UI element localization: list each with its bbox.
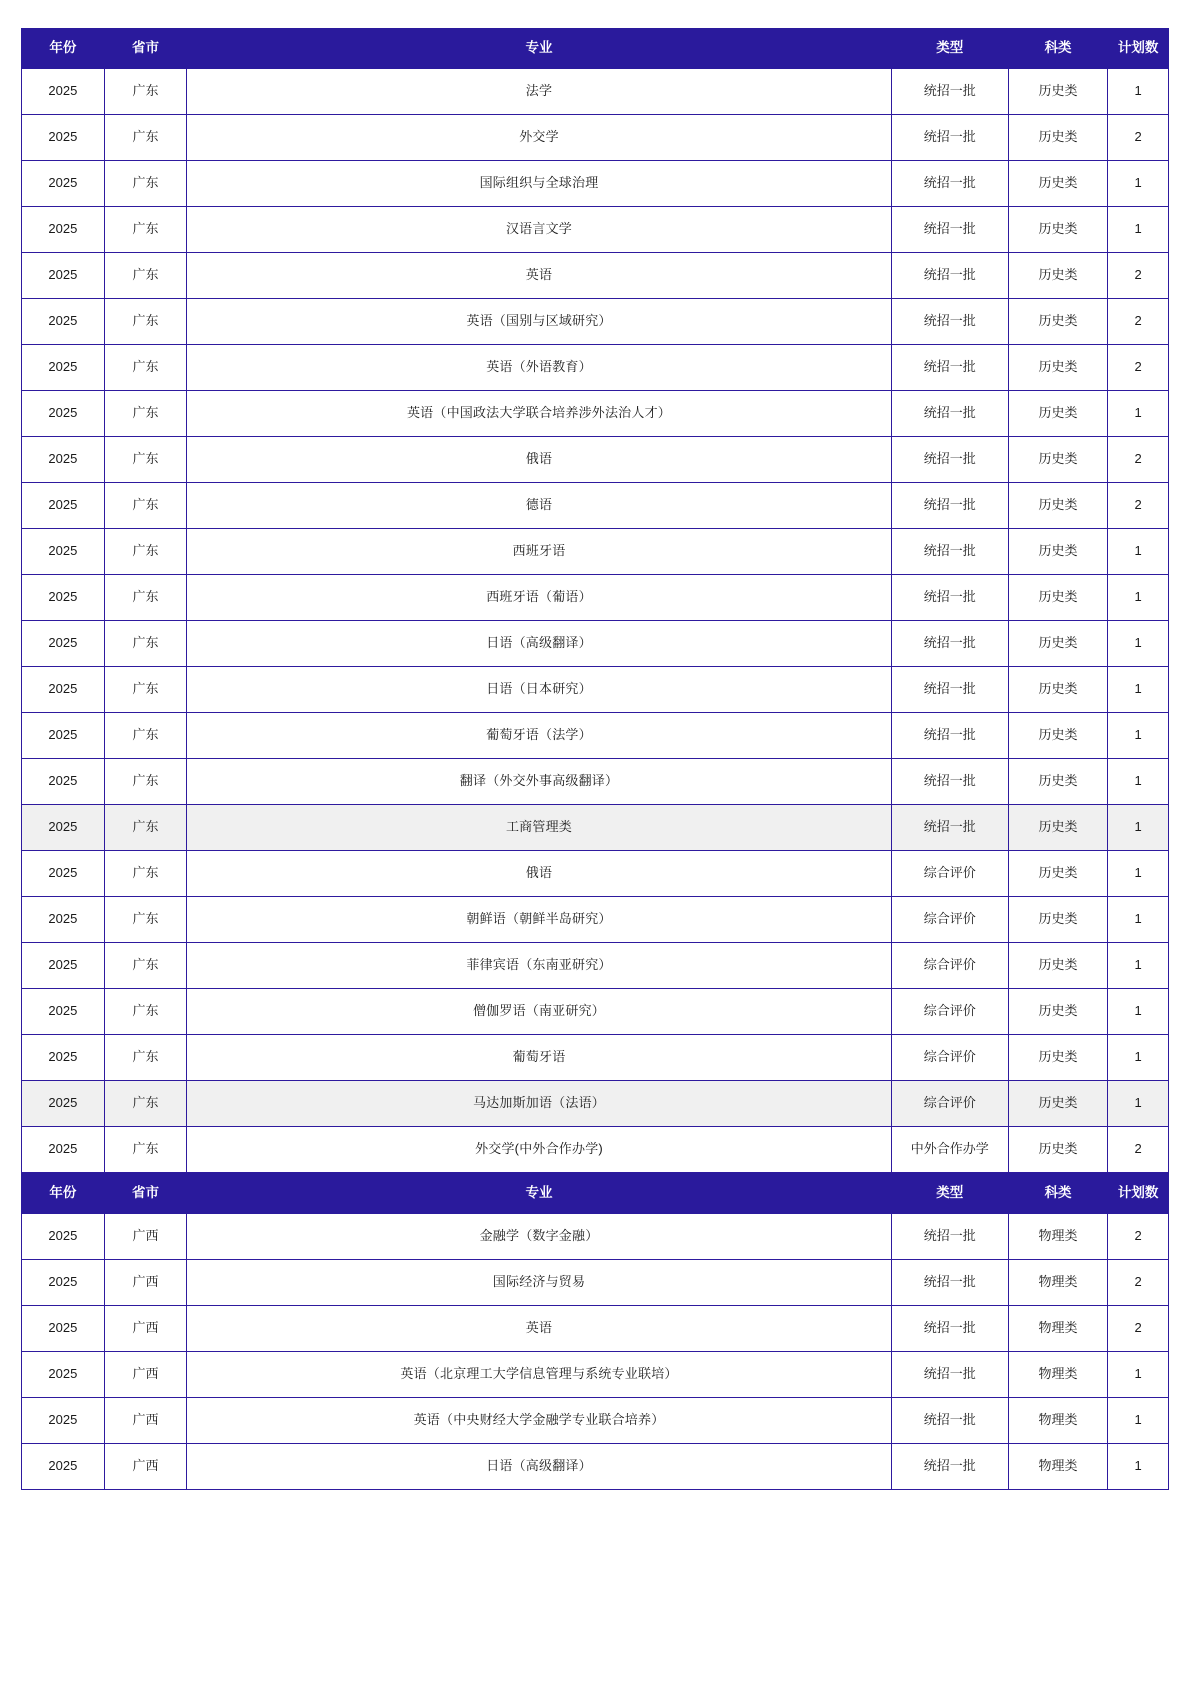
- cell-count: 2: [1108, 253, 1169, 299]
- cell-type: 综合评价: [891, 943, 1008, 989]
- cell-province: 广东: [104, 483, 187, 529]
- cell-type: 统招一批: [891, 1260, 1008, 1306]
- cell-subject: 历史类: [1008, 1035, 1107, 1081]
- cell-count: 2: [1108, 345, 1169, 391]
- table-row: [22, 943, 1169, 989]
- cell-count: 1: [1108, 1352, 1169, 1398]
- table-row: [22, 437, 1169, 483]
- cell-subject: 物理类: [1008, 1260, 1107, 1306]
- cell-subject: 历史类: [1008, 299, 1107, 345]
- cell-province: 广东: [104, 345, 187, 391]
- cell-count: 1: [1108, 621, 1169, 667]
- cell-type: 统招一批: [891, 161, 1008, 207]
- cell-subject: 历史类: [1008, 253, 1107, 299]
- cell-subject: 历史类: [1008, 69, 1107, 115]
- cell-province: 广西: [104, 1306, 187, 1352]
- cell-major: 英语（北京理工大学信息管理与系统专业联培）: [187, 1352, 891, 1398]
- cell-year: 2025: [22, 759, 105, 805]
- cell-subject: 历史类: [1008, 437, 1107, 483]
- table-row: [22, 299, 1169, 345]
- table-row: [22, 253, 1169, 299]
- cell-major: 金融学（数字金融）: [187, 1214, 891, 1260]
- cell-type: 统招一批: [891, 575, 1008, 621]
- column-header-year: 年份: [22, 29, 105, 69]
- cell-type: 中外合作办学: [891, 1127, 1008, 1173]
- table-row: [22, 897, 1169, 943]
- cell-count: 1: [1108, 1398, 1169, 1444]
- cell-count: 2: [1108, 483, 1169, 529]
- cell-year: 2025: [22, 943, 105, 989]
- cell-type: 统招一批: [891, 345, 1008, 391]
- table-header-guangdong: [22, 29, 1169, 69]
- cell-subject: 物理类: [1008, 1444, 1107, 1490]
- cell-province: 广东: [104, 851, 187, 897]
- cell-count: 1: [1108, 1035, 1169, 1081]
- table-row: [22, 1081, 1169, 1127]
- cell-major: 德语: [187, 483, 891, 529]
- cell-year: 2025: [22, 115, 105, 161]
- table-row: [22, 989, 1169, 1035]
- cell-type: 统招一批: [891, 1306, 1008, 1352]
- cell-major: 日语（高级翻译）: [187, 621, 891, 667]
- cell-subject: 历史类: [1008, 621, 1107, 667]
- cell-major: 俄语: [187, 437, 891, 483]
- cell-major: 翻译（外交外事高级翻译）: [187, 759, 891, 805]
- cell-major: 工商管理类: [187, 805, 891, 851]
- cell-count: 1: [1108, 667, 1169, 713]
- cell-year: 2025: [22, 345, 105, 391]
- cell-subject: 历史类: [1008, 759, 1107, 805]
- cell-type: 统招一批: [891, 759, 1008, 805]
- cell-province: 广东: [104, 253, 187, 299]
- cell-count: 1: [1108, 713, 1169, 759]
- cell-province: 广西: [104, 1398, 187, 1444]
- cell-year: 2025: [22, 1035, 105, 1081]
- cell-province: 广东: [104, 437, 187, 483]
- cell-subject: 历史类: [1008, 161, 1107, 207]
- table-row: [22, 1444, 1169, 1490]
- cell-major: 日语（日本研究）: [187, 667, 891, 713]
- table-row: [22, 1127, 1169, 1173]
- cell-province: 广东: [104, 69, 187, 115]
- cell-type: 统招一批: [891, 1444, 1008, 1490]
- cell-province: 广西: [104, 1260, 187, 1306]
- cell-subject: 历史类: [1008, 1081, 1107, 1127]
- table-row: [22, 759, 1169, 805]
- cell-year: 2025: [22, 1081, 105, 1127]
- cell-province: 广东: [104, 207, 187, 253]
- cell-province: 广东: [104, 621, 187, 667]
- cell-year: 2025: [22, 851, 105, 897]
- cell-year: 2025: [22, 575, 105, 621]
- cell-province: 广东: [104, 115, 187, 161]
- column-header-type: 类型: [891, 1174, 1008, 1214]
- cell-type: 综合评价: [891, 1081, 1008, 1127]
- cell-year: 2025: [22, 667, 105, 713]
- cell-year: 2025: [22, 253, 105, 299]
- cell-year: 2025: [22, 69, 105, 115]
- table-row: [22, 851, 1169, 897]
- cell-major: 日语（高级翻译）: [187, 1444, 891, 1490]
- cell-count: 1: [1108, 1444, 1169, 1490]
- table-row: [22, 1214, 1169, 1260]
- cell-subject: 物理类: [1008, 1214, 1107, 1260]
- cell-count: 2: [1108, 1306, 1169, 1352]
- cell-subject: 历史类: [1008, 1127, 1107, 1173]
- column-header-subject: 科类: [1008, 29, 1107, 69]
- cell-province: 广东: [104, 1081, 187, 1127]
- cell-count: 2: [1108, 437, 1169, 483]
- cell-subject: 历史类: [1008, 805, 1107, 851]
- column-header-year: 年份: [22, 1174, 105, 1214]
- cell-type: 统招一批: [891, 437, 1008, 483]
- cell-year: 2025: [22, 529, 105, 575]
- cell-province: 广东: [104, 1127, 187, 1173]
- table-row: [22, 667, 1169, 713]
- cell-count: 1: [1108, 759, 1169, 805]
- cell-year: 2025: [22, 897, 105, 943]
- table-row: [22, 161, 1169, 207]
- cell-type: 综合评价: [891, 989, 1008, 1035]
- cell-year: 2025: [22, 391, 105, 437]
- cell-subject: 历史类: [1008, 483, 1107, 529]
- cell-count: 1: [1108, 69, 1169, 115]
- table-row: [22, 115, 1169, 161]
- cell-year: 2025: [22, 1444, 105, 1490]
- cell-count: 1: [1108, 575, 1169, 621]
- cell-type: 综合评价: [891, 897, 1008, 943]
- table-row: [22, 1352, 1169, 1398]
- cell-subject: 历史类: [1008, 345, 1107, 391]
- cell-year: 2025: [22, 1214, 105, 1260]
- cell-province: 广东: [104, 943, 187, 989]
- column-header-province: 省市: [104, 29, 187, 69]
- cell-subject: 历史类: [1008, 529, 1107, 575]
- cell-count: 1: [1108, 897, 1169, 943]
- cell-year: 2025: [22, 1352, 105, 1398]
- table-row: [22, 805, 1169, 851]
- table-row: [22, 391, 1169, 437]
- table-row: [22, 1260, 1169, 1306]
- table-row: [22, 529, 1169, 575]
- table-row: [22, 1035, 1169, 1081]
- cell-count: 2: [1108, 1214, 1169, 1260]
- table-row: [22, 207, 1169, 253]
- cell-province: 广东: [104, 713, 187, 759]
- cell-province: 广西: [104, 1214, 187, 1260]
- cell-major: 汉语言文学: [187, 207, 891, 253]
- cell-subject: 历史类: [1008, 897, 1107, 943]
- cell-province: 广东: [104, 667, 187, 713]
- cell-subject: 物理类: [1008, 1306, 1107, 1352]
- cell-count: 1: [1108, 161, 1169, 207]
- cell-count: 1: [1108, 943, 1169, 989]
- cell-type: 统招一批: [891, 253, 1008, 299]
- cell-type: 统招一批: [891, 1214, 1008, 1260]
- cell-type: 统招一批: [891, 805, 1008, 851]
- cell-subject: 历史类: [1008, 713, 1107, 759]
- cell-major: 俄语: [187, 851, 891, 897]
- cell-major: 西班牙语: [187, 529, 891, 575]
- table-body-guangdong: [22, 69, 1169, 1173]
- cell-count: 1: [1108, 529, 1169, 575]
- cell-year: 2025: [22, 161, 105, 207]
- cell-year: 2025: [22, 1260, 105, 1306]
- cell-province: 广东: [104, 161, 187, 207]
- cell-count: 2: [1108, 1260, 1169, 1306]
- admission-plan-table-guangxi: [21, 1173, 1169, 1490]
- cell-major: 法学: [187, 69, 891, 115]
- cell-type: 统招一批: [891, 69, 1008, 115]
- column-header-count: 计划数: [1108, 1174, 1169, 1214]
- cell-major: 僧伽罗语（南亚研究）: [187, 989, 891, 1035]
- cell-year: 2025: [22, 207, 105, 253]
- cell-year: 2025: [22, 621, 105, 667]
- column-header-province: 省市: [104, 1174, 187, 1214]
- cell-province: 广东: [104, 391, 187, 437]
- column-header-count: 计划数: [1108, 29, 1169, 69]
- cell-major: 国际经济与贸易: [187, 1260, 891, 1306]
- cell-province: 广西: [104, 1444, 187, 1490]
- cell-major: 英语: [187, 1306, 891, 1352]
- table-row: [22, 1306, 1169, 1352]
- cell-type: 统招一批: [891, 207, 1008, 253]
- cell-type: 综合评价: [891, 1035, 1008, 1081]
- cell-count: 1: [1108, 1081, 1169, 1127]
- cell-major: 外交学: [187, 115, 891, 161]
- cell-type: 统招一批: [891, 391, 1008, 437]
- cell-province: 广东: [104, 529, 187, 575]
- cell-subject: 历史类: [1008, 575, 1107, 621]
- cell-year: 2025: [22, 299, 105, 345]
- cell-count: 1: [1108, 391, 1169, 437]
- cell-type: 统招一批: [891, 299, 1008, 345]
- cell-subject: 历史类: [1008, 115, 1107, 161]
- cell-type: 综合评价: [891, 851, 1008, 897]
- cell-count: 1: [1108, 851, 1169, 897]
- cell-major: 英语（中国政法大学联合培养涉外法治人才）: [187, 391, 891, 437]
- cell-type: 统招一批: [891, 1352, 1008, 1398]
- column-header-major: 专业: [187, 29, 891, 69]
- cell-year: 2025: [22, 483, 105, 529]
- cell-count: 1: [1108, 207, 1169, 253]
- cell-major: 英语（中央财经大学金融学专业联合培养）: [187, 1398, 891, 1444]
- cell-major: 英语（国别与区域研究）: [187, 299, 891, 345]
- cell-province: 广东: [104, 989, 187, 1035]
- cell-type: 统招一批: [891, 713, 1008, 759]
- table-header-guangxi: [22, 1174, 1169, 1214]
- cell-type: 统招一批: [891, 667, 1008, 713]
- cell-count: 2: [1108, 115, 1169, 161]
- cell-type: 统招一批: [891, 529, 1008, 575]
- cell-province: 广东: [104, 575, 187, 621]
- cell-province: 广西: [104, 1352, 187, 1398]
- cell-type: 统招一批: [891, 621, 1008, 667]
- table-row: [22, 483, 1169, 529]
- cell-type: 统招一批: [891, 115, 1008, 161]
- cell-subject: 历史类: [1008, 943, 1107, 989]
- cell-province: 广东: [104, 805, 187, 851]
- cell-major: 朝鲜语（朝鲜半岛研究）: [187, 897, 891, 943]
- cell-year: 2025: [22, 1306, 105, 1352]
- table-row: [22, 69, 1169, 115]
- column-header-subject: 科类: [1008, 1174, 1107, 1214]
- table-row: [22, 345, 1169, 391]
- cell-count: 1: [1108, 805, 1169, 851]
- cell-major: 英语（外语教育）: [187, 345, 891, 391]
- cell-province: 广东: [104, 1035, 187, 1081]
- table-row: [22, 1398, 1169, 1444]
- cell-subject: 物理类: [1008, 1352, 1107, 1398]
- cell-major: 国际组织与全球治理: [187, 161, 891, 207]
- cell-subject: 历史类: [1008, 851, 1107, 897]
- cell-subject: 物理类: [1008, 1398, 1107, 1444]
- cell-major: 葡萄牙语（法学）: [187, 713, 891, 759]
- table-body-guangxi: [22, 1214, 1169, 1490]
- cell-subject: 历史类: [1008, 667, 1107, 713]
- cell-type: 统招一批: [891, 1398, 1008, 1444]
- cell-major: 马达加斯加语（法语）: [187, 1081, 891, 1127]
- cell-year: 2025: [22, 713, 105, 759]
- cell-subject: 历史类: [1008, 391, 1107, 437]
- cell-count: 2: [1108, 1127, 1169, 1173]
- admission-plan-table-guangdong: [21, 28, 1169, 1173]
- cell-count: 2: [1108, 299, 1169, 345]
- table-row: [22, 713, 1169, 759]
- cell-year: 2025: [22, 989, 105, 1035]
- cell-year: 2025: [22, 805, 105, 851]
- cell-province: 广东: [104, 299, 187, 345]
- cell-major: 外交学(中外合作办学): [187, 1127, 891, 1173]
- column-header-type: 类型: [891, 29, 1008, 69]
- cell-count: 1: [1108, 989, 1169, 1035]
- cell-subject: 历史类: [1008, 989, 1107, 1035]
- cell-province: 广东: [104, 759, 187, 805]
- cell-major: 菲律宾语（东南亚研究）: [187, 943, 891, 989]
- cell-province: 广东: [104, 897, 187, 943]
- cell-year: 2025: [22, 1127, 105, 1173]
- column-header-major: 专业: [187, 1174, 891, 1214]
- cell-subject: 历史类: [1008, 207, 1107, 253]
- cell-major: 西班牙语（葡语）: [187, 575, 891, 621]
- table-row: [22, 621, 1169, 667]
- table-row: [22, 575, 1169, 621]
- cell-year: 2025: [22, 1398, 105, 1444]
- cell-year: 2025: [22, 437, 105, 483]
- cell-type: 统招一批: [891, 483, 1008, 529]
- cell-major: 英语: [187, 253, 891, 299]
- cell-major: 葡萄牙语: [187, 1035, 891, 1081]
